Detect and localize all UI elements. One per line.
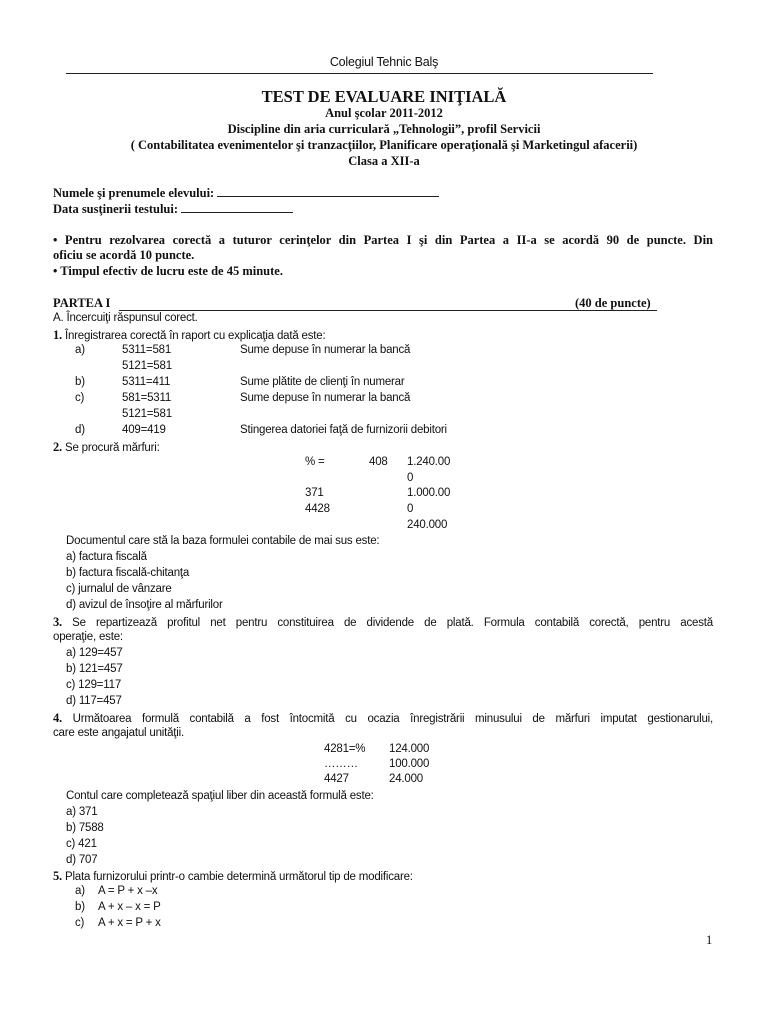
q1-option-a-formula2: 5121=581 — [122, 360, 172, 372]
q5-option-c-formula: A + x = P + x — [98, 917, 161, 929]
q4-option-b: b) 7588 — [66, 822, 104, 834]
q1-option-c-formula: 581=5311 — [122, 392, 172, 404]
q3-text-line1 — [53, 615, 713, 630]
q4-prompt: Următoarea formulă contabilă a fost întocmită cu ocazia înregistrării minusului de mărfuri imputat gestionarului, — [72, 713, 714, 725]
q5-option-c-letter: c) — [75, 917, 85, 929]
q1-prompt: Înregistrarea corectă în raport cu explicaţia dată este: — [64, 330, 326, 342]
q5-option-a-formula: A = P + x –x — [98, 885, 158, 897]
q4-option-c: c) 421 — [66, 838, 97, 850]
q3-number: 3. — [53, 615, 62, 629]
q5-option-a-letter: a) — [75, 885, 85, 897]
q3-option-b: b) 121=457 — [66, 663, 123, 675]
q1-text — [53, 328, 325, 343]
grade: Clasa a XII-a — [348, 154, 420, 168]
note-points-line1: • Pentru rezolvarea corectă a tuturor cerinţelor din Partea I şi din Partea a II-a se acordă 90 de puncte. Din — [53, 233, 713, 247]
student-name-field — [53, 185, 439, 201]
q1-option-b-desc: Sume plătite de clienţi în numerar — [240, 376, 405, 388]
q3-text-line2: operaţie, este: — [53, 631, 123, 643]
q2-entry-r1-a: % = — [305, 456, 325, 468]
q3-option-a: a) 129=457 — [66, 647, 123, 659]
q2-entry-r1-c: 1.240.00 — [407, 456, 451, 468]
q2-entry-r2-a: 371 — [305, 487, 324, 499]
q4-entry-r3-b: 24.000 — [389, 773, 423, 785]
q4-question: Contul care completează spaţiul liber din această formulă este: — [66, 790, 374, 802]
q5-text — [53, 869, 413, 884]
q5-option-b-letter: b) — [75, 901, 85, 913]
header-rule — [66, 73, 653, 74]
q1-option-b-formula: 5311=411 — [122, 376, 171, 388]
test-date-blank — [181, 201, 293, 213]
q4-entry-r3-a: 4427 — [324, 773, 349, 785]
q5-option-b-formula: A + x – x = P — [98, 901, 161, 913]
test-title: TEST DE EVALUARE INIŢIALĂ — [261, 87, 507, 106]
student-name-label: Numele şi prenumele elevului: — [53, 186, 215, 200]
q1-option-d-letter: d) — [75, 424, 85, 436]
note-time: • Timpul efectiv de lucru este de 45 minute. — [53, 264, 283, 278]
q5-prompt: Plata furnizorului printr-o cambie determină următorul tip de modificare: — [64, 871, 413, 883]
q4-entry-r2-a: ……… — [324, 758, 358, 770]
q2-entry-r4-c: 240.000 — [407, 519, 448, 531]
q2-number: 2. — [53, 440, 62, 454]
q2-entry-r3-c: 0 — [407, 503, 414, 515]
q4-entry-r1-b: 124.000 — [389, 743, 430, 755]
q4-entry-r2-b: 100.000 — [389, 758, 430, 770]
q2-entry-r2-c: 1.000.00 — [407, 487, 451, 499]
q4-text-line1 — [53, 711, 713, 726]
school-header: Colegiul Tehnic Balş — [329, 55, 439, 69]
q4-number: 4. — [53, 711, 62, 725]
q1-option-b-letter: b) — [75, 376, 85, 388]
q1-option-d-formula: 409=419 — [122, 424, 166, 436]
q5-number: 5. — [53, 869, 62, 883]
q2-option-a: a) factura fiscală — [66, 551, 147, 563]
q2-entry-r1b-c: 0 — [407, 472, 414, 484]
test-date-field — [53, 201, 293, 217]
subjects: ( Contabilitatea evenimentelor şi tranzacţiilor, Planificare operaţională şi Marketingul afacerii) — [130, 138, 638, 152]
part1-instruction: A. Încercuiţi răspunsul corect. — [53, 312, 198, 324]
part1-points: (40 de puncte) — [575, 296, 651, 310]
q2-entry-r3-a: 4428 — [305, 503, 330, 515]
q1-option-d-desc: Stingerea datoriei faţă de furnizorii debitori — [240, 424, 447, 436]
q1-option-a-desc: Sume depuse în numerar la bancă — [240, 344, 411, 356]
q4-entry-r1-a: 4281=% — [324, 743, 366, 755]
q2-text — [53, 440, 160, 455]
student-name-blank — [217, 185, 439, 197]
q2-option-d: d) avizul de însoţire al mărfurilor — [66, 599, 223, 611]
q1-option-a-formula: 5311=581 — [122, 344, 172, 356]
part1-title: PARTEA I — [53, 296, 111, 310]
q2-option-b: b) factura fiscală-chitanţa — [66, 567, 190, 579]
q3-option-c: c) 129=117 — [66, 679, 122, 691]
page-number: 1 — [706, 933, 713, 947]
school-year: Anul şcolar 2011-2012 — [325, 106, 443, 120]
q1-option-c-formula2: 5121=581 — [122, 408, 172, 420]
q1-option-a-letter: a) — [75, 344, 85, 356]
test-date-label: Data susţinerii testului: — [53, 202, 178, 216]
note-points-line2: oficiu se acordă 10 puncte. — [53, 248, 195, 262]
q4-option-a: a) 371 — [66, 806, 98, 818]
q2-prompt: Se procură mărfuri: — [64, 442, 160, 454]
q4-text-line2: care este angajatul unităţii. — [53, 727, 185, 739]
q1-option-c-letter: c) — [75, 392, 85, 404]
q2-question: Documentul care stă la baza formulei contabile de mai sus este: — [66, 535, 380, 547]
q2-option-c: c) jurnalul de vânzare — [66, 583, 172, 595]
discipline: Discipline din aria curriculară „Tehnologii”, profil Servicii — [227, 122, 541, 136]
q2-entry-r1-b: 408 — [369, 456, 388, 468]
q3-prompt: Se repartizează profitul net pentru constituirea de dividende de plată. Formula contabilă corectă, pentru acestă — [72, 617, 713, 629]
q3-option-d: d) 117=457 — [66, 695, 122, 707]
q1-number: 1. — [53, 328, 62, 342]
q4-option-d: d) 707 — [66, 854, 98, 866]
q1-option-c-desc: Sume depuse în numerar la bancă — [240, 392, 411, 404]
